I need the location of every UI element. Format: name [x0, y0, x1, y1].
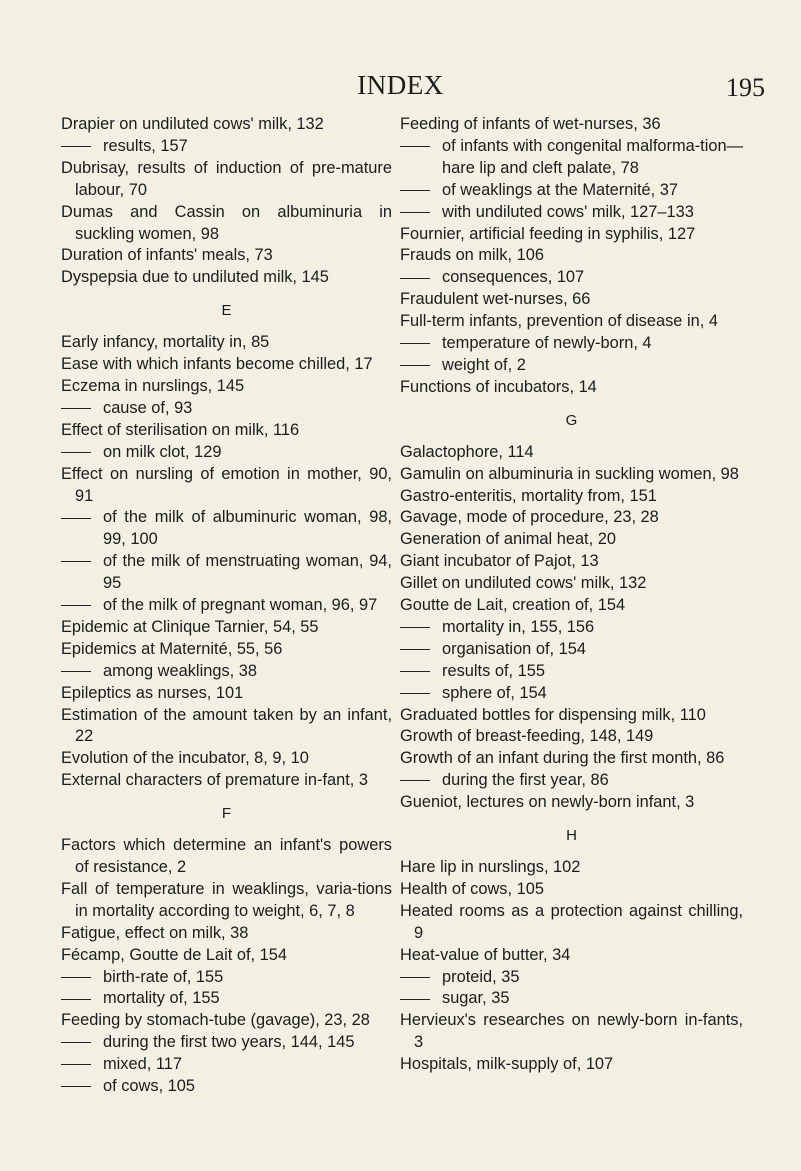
index-entry: Gueniot, lectures on newly-born infant, 3 — [400, 793, 695, 812]
subentry-dash — [400, 212, 430, 213]
index-entry: Gavage, mode of procedure, 23, 28 — [400, 508, 659, 527]
index-entry: Heated rooms as a protection against chilling, 9 — [400, 901, 743, 942]
subentry-text: mortality of, 155 — [103, 989, 220, 1008]
subentry-dash — [61, 1064, 91, 1065]
index-subentry — [400, 136, 743, 180]
subentry-text: sphere of, 154 — [442, 683, 547, 702]
subentry-dash — [400, 278, 430, 279]
subentry-dash — [61, 999, 91, 1000]
index-entry: Epidemic at Clinique Tarnier, 54, 55 — [61, 617, 319, 636]
index-subentry — [400, 355, 743, 377]
subentry-dash — [400, 977, 430, 978]
index-entry: Health of cows, 105 — [400, 879, 544, 898]
subentry-text: proteid, 35 — [442, 967, 520, 986]
index-subentry — [400, 202, 743, 224]
subentry-dash — [61, 1086, 91, 1087]
index-entry: Effect on nursling of emotion in mother, 90, 91 — [61, 464, 392, 505]
index-entry: Hervieux's researches on newly-born in-fants, 3 — [400, 1011, 743, 1052]
section-letter: F — [221, 805, 232, 823]
subentry-dash — [400, 671, 430, 672]
index-entry: Effect of sterilisation on milk, 116 — [61, 420, 300, 439]
index-entry: Evolution of the incubator, 8, 9, 10 — [61, 749, 309, 768]
subentry-dash — [61, 671, 91, 672]
index-entry: Growth of breast-feeding, 148, 149 — [400, 727, 654, 746]
index-entry: Growth of an infant during the first month, 86 — [400, 749, 725, 768]
subentry-text: with undiluted cows' milk, 127–133 — [442, 202, 694, 221]
subentry-text: sugar, 35 — [442, 989, 510, 1008]
subentry-dash — [400, 649, 430, 650]
index-entry: Generation of animal heat, 20 — [400, 530, 616, 549]
index-subentry — [400, 639, 743, 661]
index-entry: Functions of incubators, 14 — [400, 377, 597, 396]
subentry-text: on milk clot, 129 — [103, 442, 222, 461]
index-entry: Frauds on milk, 106 — [400, 246, 544, 265]
subentry-dash — [400, 780, 430, 781]
index-subentry — [400, 683, 743, 705]
subentry-dash — [400, 365, 430, 366]
index-subentry — [61, 1076, 392, 1098]
subentry-text: among weaklings, 38 — [103, 661, 257, 680]
index-subentry — [400, 333, 743, 355]
index-entry: Full-term infants, prevention of disease in, 4 — [400, 312, 718, 331]
subentry-dash — [61, 977, 91, 978]
index-entry: Dubrisay, results of induction of pre-mature labour, 70 — [61, 158, 392, 199]
section-letter: H — [566, 827, 577, 845]
subentry-text: of infants with congenital malforma-tion—hare lip and cleft palate, 78 — [442, 136, 743, 177]
index-subentry — [61, 1054, 392, 1076]
index-entry: Dumas and Cassin on albuminuria in suckling women, 98 — [61, 202, 392, 243]
index-subentry — [61, 507, 392, 551]
subentry-text: of the milk of pregnant woman, 96, 97 — [103, 596, 378, 615]
index-entry: Galactophore, 114 — [400, 442, 534, 461]
index-subentry — [61, 551, 392, 595]
subentry-text: during the first year, 86 — [442, 771, 609, 790]
index-entry: Fall of temperature in weaklings, varia-tions in mortality according to weight, 6, 7, 8 — [61, 879, 392, 920]
index-entry: Fournier, artificial feeding in syphilis, 127 — [400, 224, 696, 243]
subentry-text: of cows, 105 — [103, 1077, 196, 1096]
page-header — [0, 70, 801, 104]
subentry-dash — [61, 146, 91, 147]
subentry-dash — [400, 999, 430, 1000]
index-entry: Drapier on undiluted cows' milk, 132 — [61, 115, 324, 133]
index-column-right — [400, 114, 743, 1076]
subentry-dash — [61, 518, 91, 519]
section-letter: G — [565, 411, 578, 429]
subentry-text: weight of, 2 — [442, 355, 526, 374]
index-entry: Heat-value of butter, 34 — [400, 945, 571, 964]
subentry-dash — [400, 343, 430, 344]
subentry-text: birth-rate of, 155 — [103, 967, 224, 986]
index-subentry — [61, 595, 392, 617]
index-entry: Epileptics as nurses, 101 — [61, 683, 244, 702]
subentry-text: mixed, 117 — [103, 1055, 182, 1074]
subentry-dash — [400, 146, 430, 147]
index-subentry — [61, 1032, 392, 1054]
index-subentry — [61, 967, 392, 989]
index-entry: Early infancy, mortality in, 85 — [61, 333, 270, 352]
section-letter: E — [221, 302, 232, 320]
subentry-text: temperature of newly-born, 4 — [442, 334, 652, 353]
index-column-left — [61, 114, 392, 1098]
index-entry: Gastro-enteritis, mortality from, 151 — [400, 486, 657, 505]
index-entry: Duration of infants' meals, 73 — [61, 246, 273, 265]
subentry-text: of the milk of albuminuric woman, 98, 99, 100 — [103, 508, 392, 549]
subentry-text: results of, 155 — [442, 661, 545, 680]
index-entry: Feeding by stomach-tube (gavage), 23, 28 — [61, 1011, 370, 1030]
index-subentry — [400, 661, 743, 683]
index-entry: Dyspepsia due to undiluted milk, 145 — [61, 268, 329, 287]
index-subentry — [400, 988, 743, 1010]
subentry-text: mortality in, 155, 156 — [442, 617, 595, 636]
index-entry: Giant incubator of Pajot, 13 — [400, 552, 599, 571]
subentry-text: cause of, 93 — [103, 398, 193, 417]
index-entry: Fraudulent wet-nurses, 66 — [400, 290, 591, 309]
index-subentry — [61, 136, 392, 158]
index-subentry — [61, 661, 392, 683]
index-subentry — [61, 398, 392, 420]
subentry-dash — [400, 627, 430, 628]
index-subentry — [61, 442, 392, 464]
subentry-text: of the milk of menstruating woman, 94, 95 — [103, 552, 392, 593]
index-entry: Hare lip in nurslings, 102 — [400, 858, 581, 876]
page-number: 195 — [726, 73, 765, 102]
subentry-text: during the first two years, 144, 145 — [103, 1033, 355, 1052]
subentry-dash — [61, 452, 91, 453]
subentry-dash — [400, 693, 430, 694]
subentry-text: organisation of, 154 — [442, 639, 586, 658]
index-subentry — [61, 988, 392, 1010]
subentry-dash — [61, 605, 91, 606]
index-entry: Fécamp, Goutte de Lait of, 154 — [61, 945, 287, 964]
index-entry: Eczema in nurslings, 145 — [61, 376, 245, 395]
subentry-dash — [61, 1042, 91, 1043]
index-entry: Hospitals, milk-supply of, 107 — [400, 1055, 614, 1074]
index-entry: Factors which determine an infant's powers of resistance, 2 — [61, 836, 392, 876]
index-entry: Feeding of infants of wet-nurses, 36 — [400, 115, 661, 133]
subentry-text: of weaklings at the Maternité, 37 — [442, 180, 678, 199]
index-entry: Estimation of the amount taken by an infant, 22 — [61, 705, 392, 746]
index-entry: Epidemics at Maternité, 55, 56 — [61, 639, 283, 658]
page-title: INDEX — [357, 70, 444, 100]
index-subentry — [400, 770, 743, 792]
index-entry: External characters of premature in-fant, 3 — [61, 771, 369, 790]
index-subentry — [400, 180, 743, 202]
index-subentry — [400, 267, 743, 289]
subentry-dash — [61, 408, 91, 409]
subentry-text: results, 157 — [103, 136, 188, 155]
index-entry: Gamulin on albuminuria in suckling women, 98 — [400, 464, 739, 483]
index-entry: Ease with which infants become chilled, 17 — [61, 355, 373, 374]
subentry-dash — [61, 561, 91, 562]
index-subentry — [400, 967, 743, 989]
index-subentry — [400, 617, 743, 639]
subentry-text: consequences, 107 — [442, 268, 585, 287]
index-entry: Fatigue, effect on milk, 38 — [61, 923, 249, 942]
index-entry: Goutte de Lait, creation of, 154 — [400, 596, 626, 615]
index-entry: Graduated bottles for dispensing milk, 110 — [400, 705, 706, 724]
index-entry: Gillet on undiluted cows' milk, 132 — [400, 574, 647, 593]
subentry-dash — [400, 190, 430, 191]
